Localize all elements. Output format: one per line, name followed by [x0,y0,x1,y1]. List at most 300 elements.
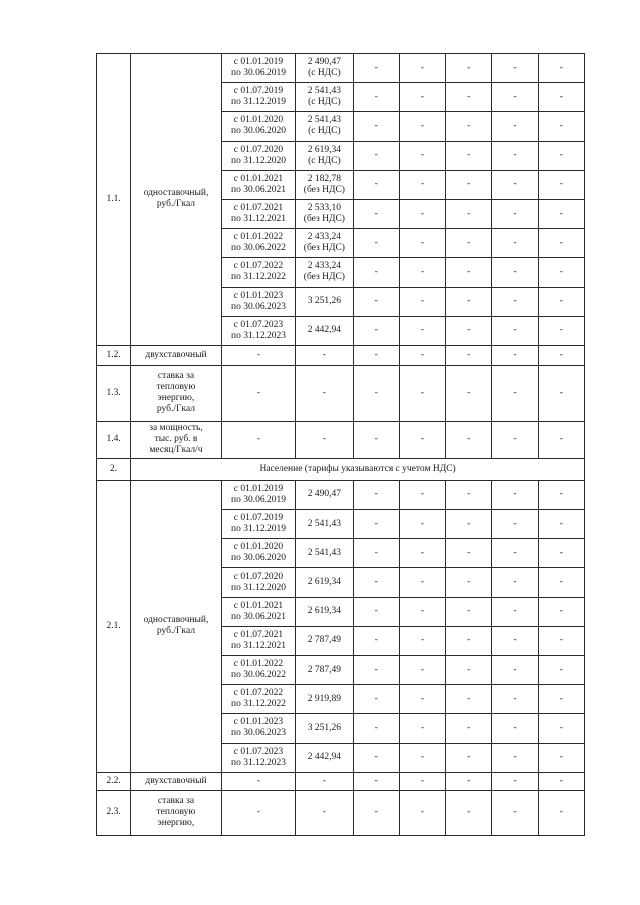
dash-cell-line: - [559,91,563,102]
dash-cell-line: - [559,237,563,248]
dash-cell-line: - [420,349,425,360]
dash-cell-line: - [559,547,563,558]
dash-cell [492,656,538,685]
dash-cell-line: - [559,120,563,131]
period-cell-line: с 01.01.2023 [233,290,284,301]
dash-cell-line: - [467,62,471,73]
dash-cell [492,365,538,421]
dash-cell-line: - [374,120,378,131]
period-cell-line: с 01.07.2023 [233,746,284,757]
dash-cell [399,229,445,258]
dash-cell [399,480,445,509]
tariff-value-line: 2 433,24 [307,261,341,272]
dash-cell-line: - [420,208,425,219]
dash-cell-line: - [559,208,563,219]
dash-cell-line: - [559,693,563,704]
row-number [97,421,131,458]
dash-cell-line: - [374,775,378,786]
row-name [131,345,222,365]
dash-cell [296,421,353,458]
dash-cell-line: - [420,606,425,617]
dash-cell-line: - [559,434,563,445]
dash-cell [399,539,445,568]
dash-cell-line: - [559,62,563,73]
dash-cell-line: - [420,120,425,131]
tariff-value-line: 2 490,47 [307,57,341,68]
dash-cell-line: - [513,518,517,529]
table-row [97,480,585,509]
dash-cell [538,480,584,509]
dash-cell [446,54,492,83]
tariff-value-line: 2 182,78 [307,173,341,184]
period-cell [221,626,295,655]
tariff-value-line: 3 251,26 [307,296,341,307]
dash-cell [353,287,399,316]
dash-cell [221,345,295,365]
tariff-value [296,743,353,772]
dash-cell [221,772,295,790]
dash-cell-line: - [467,266,471,277]
period-cell [221,480,295,509]
dash-cell-line: - [420,150,425,161]
dash-cell-line: - [559,518,563,529]
tariff-value [296,714,353,743]
dash-cell-line: - [467,349,471,360]
section-title [131,458,585,480]
dash-cell-line: - [513,349,517,360]
tariff-value [296,626,353,655]
tariff-value [296,141,353,170]
tariff-value [296,54,353,83]
dash-cell [296,345,353,365]
dash-cell [538,421,584,458]
dash-cell-line: - [559,150,563,161]
dash-cell [353,365,399,421]
tariff-value [296,199,353,228]
dash-cell-line: - [513,635,517,646]
tariff-value-line: 2 533,10 [307,203,341,214]
period-cell [221,229,295,258]
period-cell-line: с 01.07.2019 [233,513,284,524]
dash-cell [399,772,445,790]
dash-cell-line: - [513,325,517,336]
dash-cell-line: - [467,752,471,763]
dash-cell-line: - [513,807,517,818]
tariff-value-line: 2 442,94 [307,325,341,336]
dash-cell-line: - [374,62,378,73]
dash-cell [353,54,399,83]
dash-cell [492,229,538,258]
period-cell-line: с 01.07.2020 [233,571,284,582]
tariff-value [296,480,353,509]
dash-cell-line: - [322,775,326,786]
dash-cell [538,83,584,112]
row-name-line: ставка за [157,796,195,807]
tariff-value-line: (без НДС) [303,243,345,254]
dash-cell-line: - [467,91,471,102]
dash-cell-line: - [467,150,471,161]
dash-cell-line: - [467,387,471,398]
row-number-line: 1.4. [106,434,121,445]
dash-cell-line: - [420,752,425,763]
row-name-line: месяц/Гкал/ч [149,445,203,456]
row-name-line: руб./Гкал [156,199,196,210]
dash-cell-line: - [374,807,378,818]
period-cell-line: по 30.06.2020 [230,126,286,137]
period-cell-line: по 30.06.2021 [230,184,286,195]
dash-cell [446,112,492,141]
dash-cell [399,54,445,83]
dash-cell-line: - [374,237,378,248]
dash-cell [538,54,584,83]
period-cell-line: с 01.01.2022 [233,232,284,243]
period-cell [221,199,295,228]
tariff-value [296,510,353,539]
row-name-line: тыс. руб. в [154,434,198,445]
dash-cell [353,421,399,458]
period-cell [221,685,295,714]
period-cell [221,170,295,199]
tariff-value [296,656,353,685]
dash-cell-line: - [420,664,425,675]
tariff-value-line: 2 787,49 [307,664,341,675]
dash-cell-line: - [559,577,563,588]
period-cell-line: с 01.01.2022 [233,659,284,670]
period-cell-line: по 31.12.2021 [230,214,286,225]
dash-cell [538,345,584,365]
dash-cell-line: - [559,266,563,277]
dash-cell [492,714,538,743]
dash-cell [446,685,492,714]
period-cell-line: по 31.12.2020 [230,155,286,166]
period-cell-line: с 01.07.2022 [233,261,284,272]
period-cell-line: с 01.01.2019 [233,483,284,494]
dash-cell [538,258,584,287]
tariff-value [296,316,353,345]
dash-cell [399,510,445,539]
dash-cell-line: - [467,179,471,190]
period-cell-line: с 01.07.2022 [233,688,284,699]
section-title-line: Население (тарифы указываются с учетом НДС) [259,463,456,474]
tariff-value-line: (без НДС) [303,272,345,283]
tariff-value-line: (с НДС) [308,68,341,79]
dash-cell [538,316,584,345]
table-row [97,54,585,83]
tariff-value-line: 2 442,94 [307,752,341,763]
period-cell [221,141,295,170]
dash-cell-line: - [467,434,471,445]
period-cell-line: с 01.07.2021 [233,629,284,640]
dash-cell [353,83,399,112]
row-number [97,480,131,772]
dash-cell [538,112,584,141]
row-number-line: 1.2. [106,349,121,360]
row-name [131,365,222,421]
dash-cell-line: - [374,518,378,529]
dash-cell [353,539,399,568]
dash-cell [446,287,492,316]
dash-cell-line: - [513,208,517,219]
dash-cell [446,568,492,597]
row-name-line: двухставочный [145,775,207,786]
dash-cell-line: - [420,325,425,336]
period-cell-line: по 30.06.2020 [230,553,286,564]
dash-cell [492,597,538,626]
dash-cell [538,539,584,568]
dash-cell-line: - [513,237,517,248]
dash-cell-line: - [513,387,517,398]
dash-cell-line: - [374,693,378,704]
dash-cell-line: - [467,775,471,786]
row-number [97,772,131,790]
period-cell [221,714,295,743]
dash-cell [296,772,353,790]
tariff-table-body [97,54,585,836]
dash-cell-line: - [513,179,517,190]
period-cell-line: по 31.12.2023 [230,330,286,341]
dash-cell [492,54,538,83]
dash-cell [353,199,399,228]
period-cell [221,287,295,316]
row-number-line: 2.1. [106,620,121,631]
dash-cell [538,597,584,626]
period-cell-line: с 01.01.2021 [233,600,284,611]
dash-cell [538,790,584,835]
dash-cell [446,345,492,365]
dash-cell-line: - [374,179,378,190]
dash-cell-line: - [513,664,517,675]
dash-cell [446,743,492,772]
dash-cell-line: - [256,807,261,818]
dash-cell-line: - [420,577,425,588]
dash-cell-line: - [513,752,517,763]
row-name-line: двухставочный [145,349,207,360]
dash-cell [399,790,445,835]
tariff-value [296,258,353,287]
dash-cell [492,790,538,835]
dash-cell-line: - [420,296,425,307]
dash-cell-line: - [420,434,425,445]
dash-cell [353,510,399,539]
period-cell-line: по 31.12.2020 [230,582,286,593]
dash-cell [353,743,399,772]
tariff-value-line: 2 787,49 [307,635,341,646]
dash-cell [399,743,445,772]
dash-cell [538,772,584,790]
dash-cell [446,229,492,258]
tariff-value-line: (без НДС) [303,214,345,225]
tariff-value-line: 2 541,43 [307,115,341,126]
dash-cell-line: - [420,91,425,102]
dash-cell-line: - [420,179,425,190]
dash-cell-line: - [513,606,517,617]
dash-cell-line: - [374,91,378,102]
dash-cell [399,287,445,316]
dash-cell [353,656,399,685]
dash-cell [492,539,538,568]
period-cell-line: по 30.06.2023 [230,728,286,739]
dash-cell [492,626,538,655]
period-cell-line: по 31.12.2023 [230,757,286,768]
dash-cell-line: - [374,547,378,558]
dash-cell [399,170,445,199]
dash-cell [446,365,492,421]
dash-cell-line: - [420,387,425,398]
dash-cell [353,772,399,790]
dash-cell [446,421,492,458]
dash-cell [446,714,492,743]
row-number-line: 2.2. [106,775,121,786]
dash-cell [492,743,538,772]
row-name [131,772,222,790]
row-number-line: 1.3. [106,387,121,398]
dash-cell [399,656,445,685]
dash-cell-line: - [374,208,378,219]
tariff-value-line: 2 433,24 [307,232,341,243]
tariff-value-line: 2 541,43 [307,518,341,529]
period-cell [221,539,295,568]
dash-cell-line: - [374,577,378,588]
tariff-value [296,568,353,597]
dash-cell [353,170,399,199]
row-number [97,458,131,480]
row-number-line: 2.3. [106,807,121,818]
dash-cell-line: - [513,577,517,588]
row-name-line: энергию, [157,393,195,404]
period-cell-line: с 01.07.2023 [233,319,284,330]
dash-cell-line: - [559,635,563,646]
dash-cell [446,316,492,345]
table-row [97,772,585,790]
tariff-value-line: 2 541,43 [307,547,341,558]
dash-cell [538,170,584,199]
dash-cell-line: - [559,606,563,617]
tariff-value [296,287,353,316]
row-number-line: 1.1. [106,193,121,204]
dash-cell-line: - [467,518,471,529]
dash-cell-line: - [256,387,261,398]
dash-cell-line: - [467,606,471,617]
dash-cell [353,112,399,141]
dash-cell-line: - [374,266,378,277]
period-cell [221,743,295,772]
dash-cell-line: - [513,547,517,558]
dash-cell-line: - [420,266,425,277]
dash-cell [353,229,399,258]
dash-cell-line: - [513,296,517,307]
tariff-value-line: 2 619,34 [307,606,341,617]
dash-cell [538,714,584,743]
dash-cell [353,626,399,655]
period-cell-line: с 01.01.2019 [233,57,284,68]
tariff-value-line: 2 490,47 [307,489,341,500]
tariff-value [296,229,353,258]
period-cell-line: по 31.12.2019 [230,97,286,108]
tariff-table [96,53,585,836]
row-name-line: руб./Гкал [156,404,196,415]
dash-cell [353,568,399,597]
period-cell-line: с 01.01.2023 [233,717,284,728]
dash-cell-line: - [467,664,471,675]
period-cell-line: с 01.01.2020 [233,115,284,126]
row-name-line: энергию, [157,818,195,829]
dash-cell [353,597,399,626]
dash-cell-line: - [374,635,378,646]
dash-cell-line: - [467,325,471,336]
dash-cell [221,365,295,421]
dash-cell-line: - [467,208,471,219]
dash-cell-line: - [559,179,563,190]
dash-cell-line: - [374,606,378,617]
dash-cell-line: - [420,635,425,646]
dash-cell [399,421,445,458]
dash-cell [399,714,445,743]
row-number [97,790,131,835]
dash-cell [446,83,492,112]
dash-cell [399,626,445,655]
dash-cell [492,112,538,141]
dash-cell [538,510,584,539]
dash-cell [446,656,492,685]
dash-cell [353,345,399,365]
dash-cell-line: - [322,349,326,360]
dash-cell-line: - [559,325,563,336]
dash-cell-line: - [513,266,517,277]
dash-cell-line: - [322,807,326,818]
dash-cell-line: - [467,296,471,307]
dash-cell-line: - [513,120,517,131]
period-cell-line: по 30.06.2019 [230,68,286,79]
period-cell-line: по 30.06.2019 [230,494,286,505]
period-cell-line: с 01.07.2019 [233,86,284,97]
dash-cell-line: - [513,693,517,704]
dash-cell-line: - [559,349,563,360]
tariff-value-line: (с НДС) [308,155,341,166]
dash-cell [221,790,295,835]
tariff-value-line: (с НДС) [308,97,341,108]
row-number-line: 2. [110,463,118,474]
dash-cell-line: - [467,489,471,500]
dash-cell-line: - [559,807,563,818]
tariff-value-line: 3 251,26 [307,722,341,733]
dash-cell-line: - [420,807,425,818]
dash-cell-line: - [420,775,425,786]
period-cell [221,656,295,685]
dash-cell [538,568,584,597]
dash-cell [399,83,445,112]
tariff-value-line: 2 619,34 [307,144,341,155]
row-name-line: ставка за [157,371,195,382]
dash-cell [446,626,492,655]
dash-cell [492,316,538,345]
dash-cell-line: - [420,547,425,558]
period-cell-line: с 01.01.2021 [233,173,284,184]
dash-cell [446,141,492,170]
row-name [131,421,222,458]
dash-cell-line: - [513,91,517,102]
dash-cell [446,790,492,835]
table-row [97,345,585,365]
dash-cell-line: - [467,547,471,558]
dash-cell-line: - [374,387,378,398]
dash-cell-line: - [467,237,471,248]
dash-cell [353,790,399,835]
section-row [97,458,585,480]
dash-cell [492,258,538,287]
dash-cell-line: - [559,664,563,675]
dash-cell [538,685,584,714]
dash-cell-line: - [420,489,425,500]
